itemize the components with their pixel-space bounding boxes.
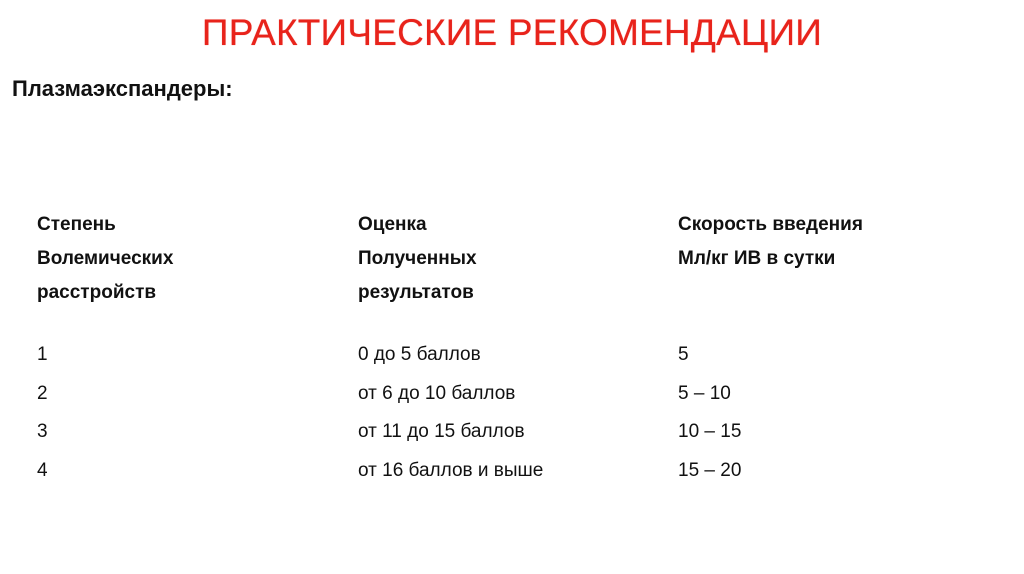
score-cell: от 16 баллов и выше	[358, 459, 544, 481]
slide-title: ПРАКТИЧЕСКИЕ РЕКОМЕНДАЦИИ	[201, 12, 823, 53]
rate-cell: 5	[678, 344, 689, 365]
column-header-line: Степень	[37, 214, 116, 235]
degree-cell: 1	[37, 344, 48, 365]
column-header-line: результатов	[358, 282, 474, 303]
column-header-line: расстройств	[37, 282, 157, 303]
column-header-rate	[678, 208, 863, 276]
column-header-line: Оценка	[358, 214, 427, 235]
degree-cell: 2	[37, 382, 48, 404]
table-row	[0, 452, 1024, 491]
column-header-line: Мл/кг ИВ в сутки	[678, 248, 836, 269]
column-header-line: Скорость введения	[678, 214, 863, 235]
rate-cell: 15 – 20	[678, 459, 742, 481]
rate-cell: 10 – 15	[678, 421, 742, 442]
table-body	[0, 336, 1024, 490]
column-header-line: Волемических	[37, 248, 174, 269]
column-header-degree	[37, 208, 173, 310]
table-row	[0, 375, 1024, 414]
column-header-score	[358, 208, 477, 310]
degree-cell: 3	[37, 421, 48, 442]
slide-subtitle: Плазмаэкспандеры:	[12, 76, 233, 101]
score-cell: от 6 до 10 баллов	[358, 382, 516, 404]
degree-cell: 4	[37, 459, 48, 481]
table-row	[0, 336, 1024, 375]
score-cell: 0 до 5 баллов	[358, 344, 481, 365]
rate-cell: 5 – 10	[678, 382, 731, 404]
column-header-line: Полученных	[358, 248, 477, 269]
table-row	[0, 413, 1024, 452]
score-cell: от 11 до 15 баллов	[358, 421, 525, 442]
